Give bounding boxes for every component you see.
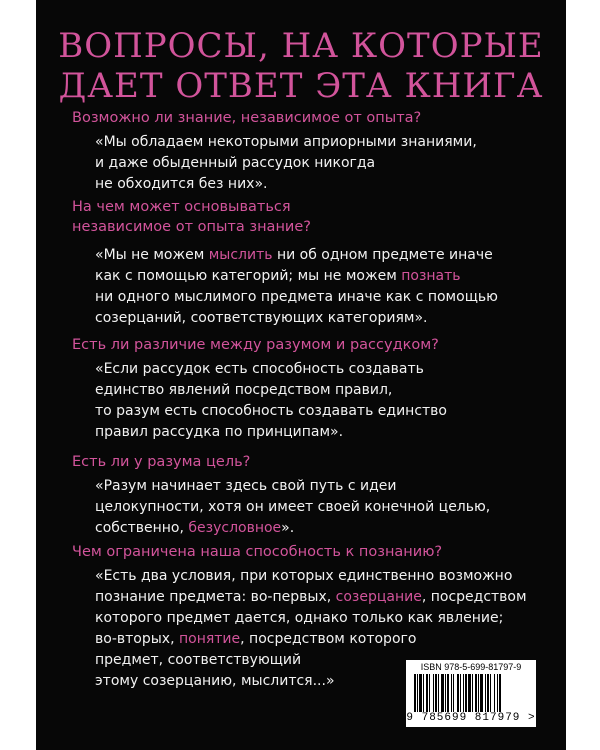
answer-line bbox=[95, 476, 490, 497]
barcode-bar bbox=[472, 674, 473, 712]
answer-line bbox=[95, 422, 447, 443]
barcode-bar bbox=[419, 674, 422, 712]
answer-text: «Если рассудок есть способность создавать bbox=[95, 361, 424, 377]
barcode-bar bbox=[429, 674, 430, 712]
answer-text: «Мы обладаем некоторыми априорными знаниями, bbox=[95, 134, 477, 150]
answer-line bbox=[95, 629, 527, 650]
answer-text: во-вторых, bbox=[95, 631, 179, 647]
barcode-bar bbox=[423, 674, 424, 712]
answer-4 bbox=[95, 476, 490, 539]
cover-title bbox=[36, 26, 566, 106]
barcode-bar bbox=[447, 674, 449, 712]
barcode-bar bbox=[468, 674, 471, 712]
answer-text: и даже обыденный рассудок никогда bbox=[95, 155, 376, 171]
barcode-bar bbox=[494, 674, 495, 712]
answer-line bbox=[95, 587, 527, 608]
question-4 bbox=[72, 452, 250, 472]
answer-line bbox=[95, 287, 498, 308]
answer-line bbox=[95, 308, 498, 329]
barcode-bar bbox=[478, 674, 479, 712]
question-2 bbox=[72, 197, 311, 237]
barcode-bar bbox=[438, 674, 439, 712]
answer-line bbox=[95, 380, 447, 401]
answer-text: этому созерцанию, мыслится...» bbox=[95, 673, 335, 689]
back-cover bbox=[36, 0, 566, 750]
barcode-bar bbox=[465, 674, 467, 712]
question-line: Чем ограничена наша способность к познанию? bbox=[72, 544, 443, 560]
answer-text: «Есть два условия, при которых единственно возможно bbox=[95, 568, 513, 584]
barcode-bar bbox=[453, 674, 454, 712]
answer-line bbox=[95, 132, 477, 153]
barcode-bar bbox=[417, 674, 418, 712]
answer-text: собственно, bbox=[95, 520, 189, 536]
barcode-bar bbox=[497, 674, 498, 712]
barcode-icon bbox=[412, 674, 530, 712]
answer-3 bbox=[95, 359, 447, 443]
answer-text: «Мы не можем bbox=[95, 247, 209, 263]
question-1 bbox=[72, 108, 421, 128]
question-line: Есть ли у разума цель? bbox=[72, 454, 251, 470]
barcode-bar bbox=[490, 674, 491, 712]
answer-text: как с помощью категорий; мы не можем bbox=[95, 268, 402, 284]
barcode-digits: 9 785699 817979 > bbox=[406, 712, 536, 724]
answer-text: ни об одном предмете иначе bbox=[272, 247, 493, 263]
answer-text: единство явлений посредством правил, bbox=[95, 382, 393, 398]
title-line-2: ДАЕТ ОТВЕТ ЭТА КНИГА bbox=[58, 66, 544, 106]
barcode-bar bbox=[451, 674, 452, 712]
answer-text: , посредством bbox=[421, 589, 527, 605]
barcode-bar bbox=[460, 674, 461, 712]
answer-text: «Разум начинает здесь свой путь с идеи bbox=[95, 478, 397, 494]
question-line: независимое от опыта знание? bbox=[72, 219, 311, 235]
answer-text: ни одного мыслимого предмета иначе как с помощью bbox=[95, 289, 498, 305]
answer-line bbox=[95, 401, 447, 422]
answer-text: предмет, соответствующий bbox=[95, 652, 302, 668]
answer-line bbox=[95, 359, 447, 380]
answer-text: ». bbox=[281, 520, 295, 536]
highlighted-term: безусловное bbox=[188, 520, 282, 536]
answer-text: , посредством которого bbox=[240, 631, 417, 647]
barcode-bar bbox=[463, 674, 464, 712]
answer-text: целокупности, хотя он имеет своей конечной целью, bbox=[95, 499, 491, 515]
barcode-bar bbox=[441, 674, 444, 712]
answer-line bbox=[95, 566, 527, 587]
question-3 bbox=[72, 335, 439, 355]
answer-2 bbox=[95, 245, 498, 329]
highlighted-term: познать bbox=[401, 268, 461, 284]
barcode-bar bbox=[414, 674, 416, 712]
answer-line bbox=[95, 518, 490, 539]
answer-text: созерцаний, соответствующих категориям». bbox=[95, 310, 428, 326]
answer-text: то разум есть способность создавать единство bbox=[95, 403, 447, 419]
answer-text: познание предмета: во-первых, bbox=[95, 589, 336, 605]
question-line: Возможно ли знание, независимое от опыта? bbox=[72, 110, 422, 126]
barcode-bar bbox=[445, 674, 446, 712]
barcode-bar bbox=[499, 674, 501, 712]
highlighted-term: созерцание bbox=[335, 589, 422, 605]
question-line: На чем может основываться bbox=[72, 199, 291, 215]
barcode-bar bbox=[457, 674, 459, 712]
highlighted-term: понятие bbox=[178, 631, 241, 647]
answer-line bbox=[95, 497, 490, 518]
barcode-bar bbox=[475, 674, 477, 712]
barcode-bar bbox=[480, 674, 483, 712]
answer-text: правил рассудка по принципам». bbox=[95, 424, 344, 440]
barcode-bar bbox=[487, 674, 489, 712]
question-line: Есть ли различие между разумом и рассудком? bbox=[72, 337, 439, 353]
question-5 bbox=[72, 542, 442, 562]
answer-line bbox=[95, 608, 527, 629]
barcode-bar bbox=[435, 674, 437, 712]
barcode-bar bbox=[485, 674, 486, 712]
answer-line bbox=[95, 153, 477, 174]
answer-text: которого предмет дается, однако только как явление; bbox=[95, 610, 504, 626]
answer-1 bbox=[95, 132, 477, 195]
barcode-bar bbox=[426, 674, 428, 712]
answer-line bbox=[95, 245, 498, 266]
isbn-label: ISBN 978-5-699-81797-9 bbox=[420, 662, 522, 672]
highlighted-term: мыслить bbox=[208, 247, 273, 263]
title-line-1: ВОПРОСЫ, НА КОТОРЫЕ bbox=[58, 26, 544, 66]
answer-text: не обходится без них». bbox=[95, 176, 268, 192]
answer-line bbox=[95, 174, 477, 195]
barcode-block bbox=[406, 660, 536, 727]
answer-line bbox=[95, 266, 498, 287]
barcode-bar bbox=[433, 674, 434, 712]
